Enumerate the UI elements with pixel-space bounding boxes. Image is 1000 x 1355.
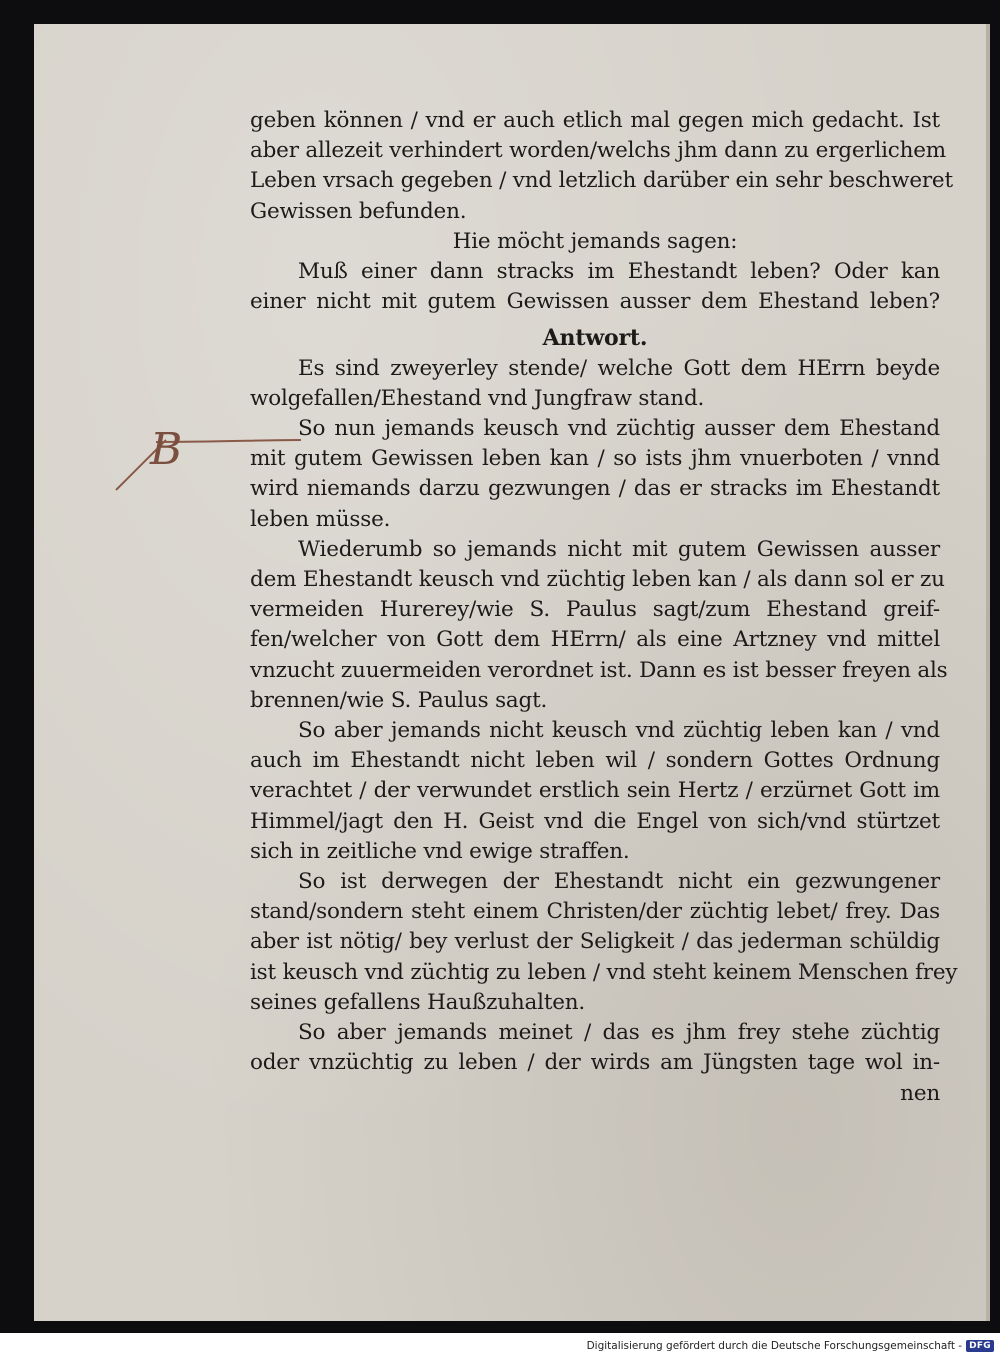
catchword: nen	[900, 1080, 940, 1106]
text-line: mit gutem Gewissen leben kan / so ists jhm vnuerboten / vnnd	[250, 446, 940, 472]
text-line: Muß einer dann stracks im Ehestandt leben? Oder kan	[298, 259, 940, 285]
text-line: Leben vrsach gegeben / vnd letzlich darüber ein sehr beschweret	[250, 168, 953, 194]
text-line: wolgefallen/Ehestand vnd Jungfraw stand.	[250, 385, 705, 411]
text-line: So aber jemands meinet / das es jhm frey stehe züchtig	[298, 1020, 940, 1046]
page-text	[250, 106, 958, 1109]
document-page	[34, 24, 990, 1321]
text-line: Gewissen befunden.	[250, 198, 467, 224]
text-line: Himmel/jagt den H. Geist vnd die Engel von sich/vnd stürtzet	[250, 808, 940, 834]
text-line: dem Ehestandt keusch vnd züchtig leben kan / als dann sol er zu	[250, 567, 945, 593]
text-line: aber ist nötig/ bey verlust der Seligkeit / das jederman schüldig	[250, 929, 940, 955]
text-line: seines gefallens Haußzuhalten.	[250, 989, 586, 1015]
text-line: vermeiden Hurerey/wie S. Paulus sagt/zum Ehestand greif-	[250, 597, 940, 623]
text-line: brennen/wie S. Paulus sagt.	[250, 687, 548, 713]
text-line: So aber jemands nicht keusch vnd züchtig leben kan / vnd	[298, 718, 940, 744]
text-line: So ist derwegen der Ehestandt nicht ein gezwungener	[298, 869, 940, 895]
answer-heading: Antwort.	[542, 325, 648, 352]
text-line: wird niemands darzu gezwungen / das er stracks im Ehestandt	[250, 476, 940, 502]
text-line: geben können / vnd er auch etlich mal gegen mich gedacht. Ist	[250, 108, 940, 133]
text-line: So nun jemands keusch vnd züchtig ausser dem Ehestand	[298, 416, 940, 442]
margin-note: B	[150, 424, 183, 475]
text-line: auch im Ehestandt nicht leben wil / sondern Gottes Ordnung	[250, 748, 940, 774]
text-line: vnzucht zuuermeiden verordnet ist. Dann es ist besser freyen als	[250, 657, 948, 683]
text-line: Es sind zweyerley stende/ welche Gott dem HErrn beyde	[298, 355, 940, 381]
text-line: fen/welcher von Gott dem HErrn/ als eine Artzney vnd mittel	[250, 627, 940, 653]
text-line: ist keusch vnd züchtig zu leben / vnd steht keinem Menschen frey	[250, 959, 958, 985]
text-line: sich in zeitliche vnd ewige straffen.	[250, 838, 630, 864]
text-line: aber allezeit verhindert worden/welchs jhm dann zu ergerlichem	[250, 138, 946, 164]
text-line: verachtet / der verwundet erstlich sein Hertz / erzürnet Gott im	[250, 778, 940, 804]
text-line: oder vnzüchtig zu leben / der wirds am Jüngsten tage wol in-	[250, 1050, 940, 1076]
text-line: leben müsse.	[250, 506, 391, 532]
funding-credit-text: Digitalisierung gefördert durch die Deutsche Forschungsgemeinschaft -	[586, 1340, 963, 1352]
text-line: stand/sondern steht einem Christen/der züchtig lebet/ frey. Das	[250, 899, 940, 925]
footer-credit	[587, 1340, 994, 1352]
text-line: Wiederumb so jemands nicht mit gutem Gewissen ausser	[298, 536, 940, 562]
subheading-question: Hie möcht jemands sagen:	[452, 228, 738, 254]
text-line: einer nicht mit gutem Gewissen ausser dem Ehestand leben?	[250, 289, 940, 315]
dfg-logo-icon[interactable]: DFG	[966, 1340, 994, 1352]
